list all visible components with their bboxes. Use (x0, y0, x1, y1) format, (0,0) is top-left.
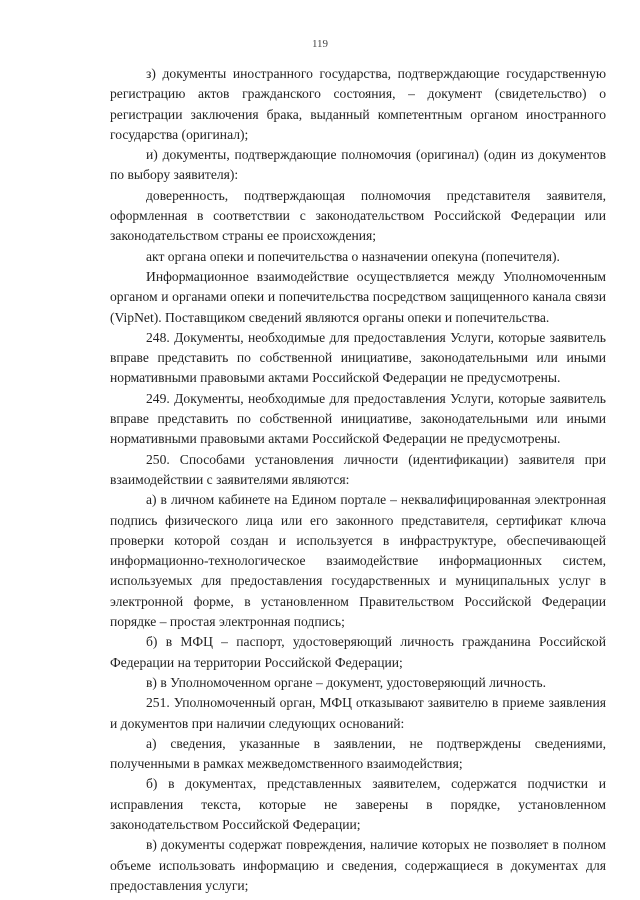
paragraph-250-a: а) в личном кабинете на Едином портале – неквалифицированная электронная подпись физического лица или его законного представителя, сертификат ключа проверки которой создан и используется в инфраструктуре, обеспечивающей информационно-технологическое взаимодействие информационных систем, используемых для предоставления государственных и муниципальных услуг в электронной форме, в установленном Правительством Российской Федерации порядке – простая электронная подпись; (110, 492, 606, 630)
paragraph-251: 251. Уполномоченный орган, МФЦ отказывают заявителю в приеме заявления и документов при наличии следующих оснований: (110, 695, 606, 731)
paragraph-guardianship-act: акт органа опеки и попечительства о назначении опекуна (попечителя). (146, 248, 560, 264)
paragraph-251-a: а) сведения, указанные в заявлении, не подтверждены сведениями, полученными в рамках межведомственного взаимодействия; (110, 735, 606, 772)
paragraph-250-v: в) в Уполномоченном органе – документ, удостоверяющий личность. (146, 674, 547, 690)
paragraph-z-documents: з) документы иностранного государства, подтверждающие государственную регистрацию актов гражданского состояния, – документ (свидетельство) о регистрации заключения брака, выданный компетентным органом иностранного государства (оригинал); (110, 66, 606, 142)
paragraph-i-authority-documents: и) документы, подтверждающие полномочия (оригинал) (один из документов по выбору заявителя): (110, 147, 606, 183)
paragraph-250-b: б) в МФЦ – паспорт, удостоверяющий личность гражданина Российской Федерации на территории Российской Федерации; (110, 634, 606, 670)
paragraph-251-v: в) документы содержат повреждения, наличие которых не позволяет в полном объеме использовать информацию и сведения, содержащиеся в документах для предоставления услуги; (110, 837, 606, 893)
paragraph-251-b: б) в документах, представленных заявителем, содержатся подчистки и исправления текста, которые не заверены в порядке, установленном законодательством Российской Федерации; (110, 776, 606, 832)
paragraph-249: 249. Документы, необходимые для предоставления Услуги, которые заявитель вправе представить по собственной инициативе, законодательными или иными нормативными правовыми актами Российской Федерации не предусмотрены. (110, 390, 606, 447)
paragraph-information-exchange: Информационное взаимодействие осуществляется между Уполномоченным органом и органами опеки и попечительства посредством защищенного канала связи (VipNet). Поставщиком сведений являются органы опеки и попечительства. (110, 268, 606, 325)
page-number: 119 (311, 38, 329, 50)
paragraph-250: 250. Способами установления личности (идентификации) заявителя при взаимодействии с заявителями являются: (110, 451, 606, 487)
paragraph-power-of-attorney: доверенность, подтверждающая полномочия представителя заявителя, оформленная в соответствии с законодательством Российской Федерации или законодательством страны ее происхождения; (110, 187, 606, 244)
document-body (110, 64, 606, 896)
paragraph-248: 248. Документы, необходимые для предоставления Услуги, которые заявитель вправе представить по собственной инициативе, законодательными или иными нормативными правовыми актами Российской Федерации не предусмотрены. (110, 329, 606, 386)
